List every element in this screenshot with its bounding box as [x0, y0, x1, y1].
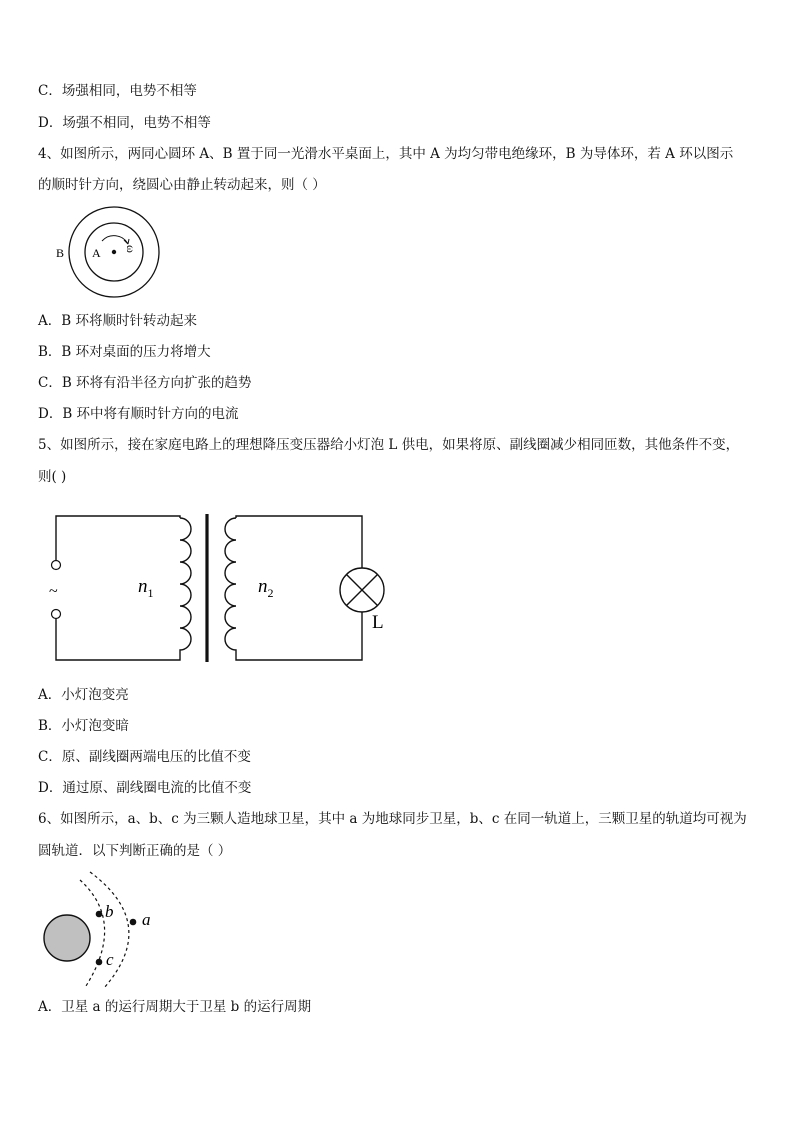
- satellite-orbits-figure: [38, 870, 168, 990]
- input-terminal-top: [52, 561, 61, 570]
- q5-option-b: B．小灯泡变暗: [38, 718, 129, 734]
- q5-option-c: C．原、副线圈两端电压的比值不变: [38, 749, 251, 765]
- q5-option-d: D．通过原、副线圈电流的比值不变: [38, 780, 252, 796]
- primary-top-wire: [56, 516, 180, 560]
- label-omega: ω: [124, 245, 138, 253]
- outer-orbit: [90, 872, 129, 988]
- q5-stem-line1: 5、如图所示，接在家庭电路上的理想降压变压器给小灯泡 L 供电，如果将原、副线圈减少相同匝数，其他条件不变，: [38, 437, 740, 453]
- earth-icon: [44, 915, 90, 961]
- label-c: c: [106, 950, 114, 969]
- clockwise-arrow-icon: [102, 236, 128, 244]
- satellite-a: [130, 919, 137, 926]
- label-a: a: [142, 910, 151, 929]
- q5-option-a: A．小灯泡变亮: [38, 687, 129, 703]
- transformer-circuit-figure: [40, 508, 400, 668]
- label-n1: $n_1$: [138, 576, 154, 600]
- input-terminal-bottom: [52, 610, 61, 619]
- secondary-top-wire: [236, 516, 362, 568]
- label-b: B: [56, 246, 65, 260]
- q6-stem-line2: 圆轨道．以下判断正确的是（ ）: [38, 843, 232, 859]
- q4-stem-line2: 的顺时针方向，绕圆心由静止转动起来，则（ ）: [38, 177, 326, 193]
- q6-option-a: A．卫星 a 的运行周期大于卫星 b 的运行周期: [38, 999, 312, 1015]
- concentric-rings-figure: [50, 204, 170, 304]
- q3-option-d: D．场强不相同，电势不相等: [38, 115, 211, 131]
- q4-stem-line1: 4、如图所示，两同心圆环 A、B 置于同一光滑水平桌面上，其中 A 为均匀带电绝缘环，B 为导体环，若 A 环以图示: [38, 146, 734, 162]
- secondary-coil: [225, 518, 236, 658]
- q5-stem-line2: 则( ): [38, 469, 67, 485]
- q4-option-c: C．B 环将有沿半径方向扩张的趋势: [38, 375, 252, 391]
- primary-bottom-wire: [56, 618, 180, 660]
- label-n2: $n_2$: [258, 576, 274, 600]
- satellite-b: [96, 911, 103, 918]
- q4-option-b: B．B 环对桌面的压力将增大: [38, 344, 211, 360]
- primary-coil: [180, 518, 191, 658]
- label-a: A: [92, 246, 101, 260]
- q3-option-c: C．场强相同，电势不相等: [38, 83, 197, 99]
- ring-center-dot: [112, 250, 116, 254]
- ac-source-symbol: ~: [49, 583, 58, 600]
- q4-option-d: D．B 环中将有顺时针方向的电流: [38, 406, 239, 422]
- satellite-c: [96, 959, 103, 966]
- q6-stem-line1: 6、如图所示，a、b、c 为三颗人造地球卫星，其中 a 为地球同步卫星，b、c 在同一轨道上，三颗卫星的轨道均可视为: [38, 811, 747, 827]
- label-lamp: L: [372, 612, 384, 633]
- label-b: b: [105, 902, 114, 921]
- q4-option-a: A．B 环将顺时针转动起来: [38, 313, 197, 329]
- secondary-bottom-wire: [236, 612, 362, 660]
